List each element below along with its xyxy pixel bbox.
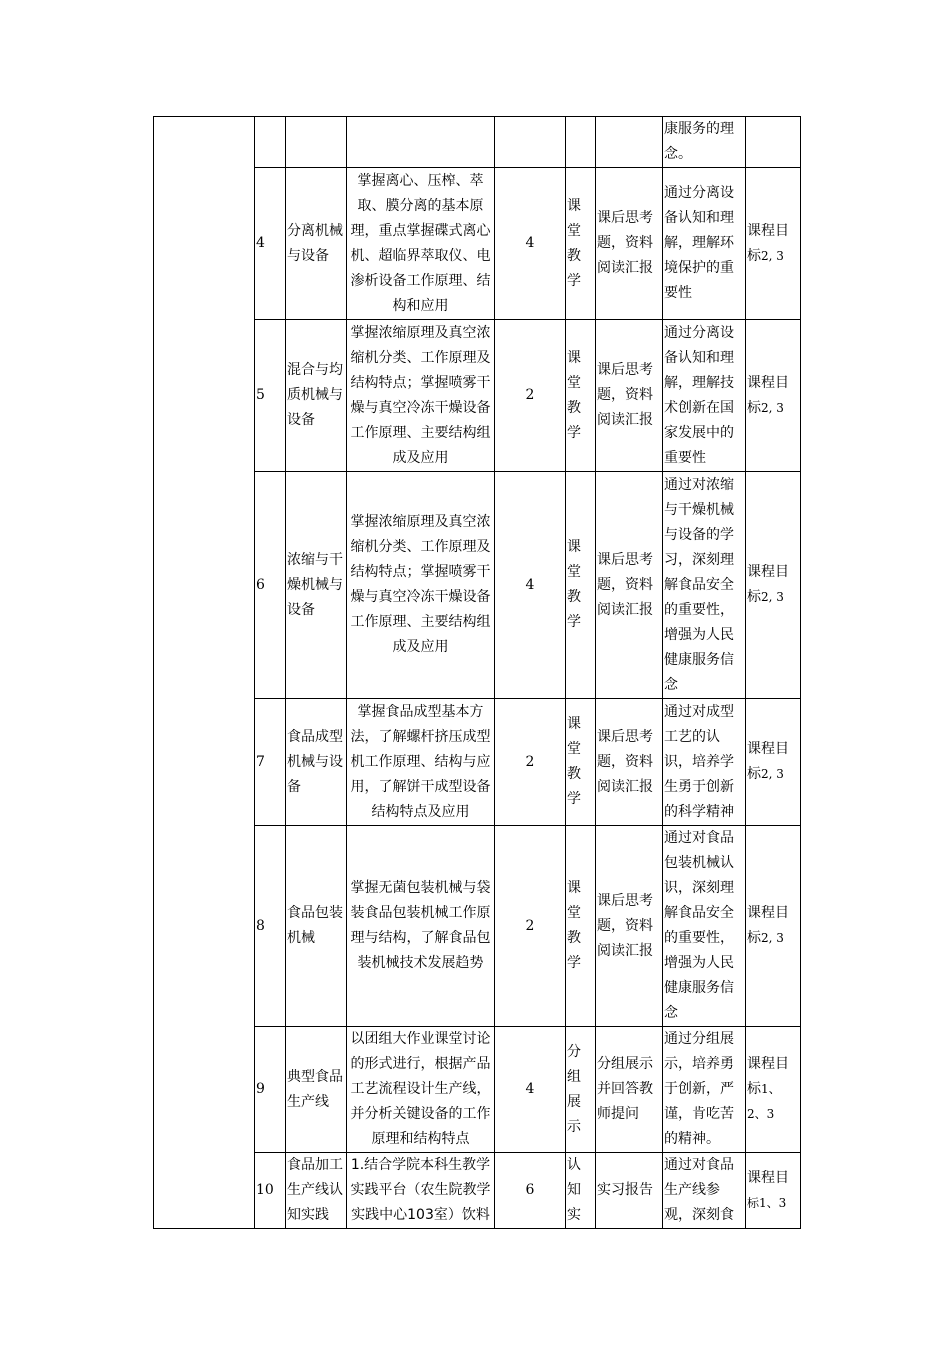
course-goal [746, 826, 801, 1027]
table-row-continuation [154, 117, 801, 168]
chapter-title: 分离机械与设备 [286, 168, 347, 320]
teaching-content: 掌握浓缩原理及真空浓缩机分类、工作原理及结构特点；掌握喷雾干燥与真空冷冻干燥设备工作原理、主要结构组成及应用 [347, 472, 495, 699]
chapter-title: 浓缩与干燥机械与设备 [286, 472, 347, 699]
goal-numbers: 标1、3 [747, 1195, 787, 1210]
chapter-title: 食品加工生产线认知实践 [286, 1153, 347, 1229]
teaching-form: 课堂教学 [566, 472, 596, 699]
goal-numbers: 2, 3 [761, 400, 784, 415]
assessment-method: 分组展示并回答教师提问 [596, 1027, 663, 1153]
teaching-form: 课堂教学 [566, 826, 596, 1027]
teaching-content: 掌握浓缩原理及真空浓缩机分类、工作原理及结构特点；掌握喷雾干燥与真空冷冻干燥设备工作原理、主要结构组成及应用 [347, 320, 495, 472]
class-hours: 2 [495, 699, 566, 826]
assessment-method: 实习报告 [596, 1153, 663, 1229]
teaching-form: 分组展示 [566, 1027, 596, 1153]
class-hours: 4 [495, 472, 566, 699]
goal-cell-empty [746, 117, 801, 168]
course-goal [746, 472, 801, 699]
goal-label: 课程目标 [747, 374, 789, 416]
row-number: 4 [255, 168, 286, 320]
goal-numbers: 2, 3 [761, 248, 784, 263]
ideology-element: 通过对食品生产线参观，深刻食 [663, 1153, 746, 1229]
teaching-content: 掌握食品成型基本方法，了解螺杆挤压成型机工作原理、结构与应用，了解饼干成型设备结构特点及应用 [347, 699, 495, 826]
goal-label: 课程目标 [747, 1056, 789, 1097]
class-hours: 6 [495, 1153, 566, 1229]
assessment-method: 课后思考题，资料阅读汇报 [596, 320, 663, 472]
course-goal [746, 1153, 801, 1229]
content-cell-empty [347, 117, 495, 168]
teaching-content: 掌握无菌包装机械与袋装食品包装机械工作原理与结构，了解食品包装机械技术发展趋势 [347, 826, 495, 1027]
goal-label: 课程目标 [747, 741, 789, 782]
row-number: 10 [255, 1153, 286, 1229]
ideology-element: 通过对成型工艺的认识，培养学生勇于创新的科学精神 [663, 699, 746, 826]
chapter-title: 食品成型机械与设备 [286, 699, 347, 826]
class-hours: 4 [495, 168, 566, 320]
goal-label: 课程目标 [747, 905, 789, 946]
goal-label: 课程目标 [747, 222, 789, 264]
teaching-form: 课堂教学 [566, 320, 596, 472]
class-hours: 2 [495, 826, 566, 1027]
teaching-form: 课堂教学 [566, 699, 596, 826]
method-cell-empty [596, 117, 663, 168]
teaching-content: 1.结合学院本科生教学实践平台（农生院教学实践中心103室）饮料 [347, 1153, 495, 1229]
chapter-title: 典型食品生产线 [286, 1027, 347, 1153]
teaching-form: 课堂教学 [566, 168, 596, 320]
goal-numbers: 1、2、3 [747, 1082, 781, 1121]
goal-numbers: 2, 3 [761, 767, 784, 781]
teaching-form: 认知实 [566, 1153, 596, 1229]
chapter-title: 混合与均质机械与设备 [286, 320, 347, 472]
course-goal [746, 699, 801, 826]
row-number: 7 [255, 699, 286, 826]
assessment-method: 课后思考题，资料阅读汇报 [596, 699, 663, 826]
num-cell-empty [255, 117, 286, 168]
teaching-content: 掌握离心、压榨、萃取、膜分离的基本原理，重点掌握碟式离心机、超临界萃取仪、电渗析设备工作原理、结构和应用 [347, 168, 495, 320]
teaching-content: 以团组大作业课堂讨论的形式进行，根据产品工艺流程设计生产线，并分析关键设备的工作原理和结构特点 [347, 1027, 495, 1153]
ideology-element: 通过分离设备认知和理解，理解环境保护的重要性 [663, 168, 746, 320]
row-number: 8 [255, 826, 286, 1027]
goal-label: 课程目 [747, 1169, 789, 1186]
syllabus-table [153, 116, 801, 1229]
goal-label: 课程目标 [747, 564, 789, 605]
form-cell-empty [566, 117, 596, 168]
ideology-element: 通过对食品包装机械认识，深刻理解食品安全的重要性，增强为人民健康服务信念 [663, 826, 746, 1027]
course-goal [746, 168, 801, 320]
goal-numbers: 2, 3 [761, 931, 784, 945]
class-hours: 2 [495, 320, 566, 472]
outer-column-cell [154, 117, 255, 1229]
ideology-element: 通过对浓缩与干燥机械与设备的学习，深刻理解食品安全的重要性，增强为人民健康服务信念 [663, 472, 746, 699]
course-goal [746, 1027, 801, 1153]
row-number: 5 [255, 320, 286, 472]
row-number: 6 [255, 472, 286, 699]
chapter-title: 食品包装机械 [286, 826, 347, 1027]
ideology-cell: 康服务的理念。 [663, 117, 746, 168]
assessment-method: 课后思考题，资料阅读汇报 [596, 168, 663, 320]
goal-numbers: 2, 3 [761, 590, 784, 604]
class-hours: 4 [495, 1027, 566, 1153]
hours-cell-empty [495, 117, 566, 168]
course-goal [746, 320, 801, 472]
ideology-element: 通过分离设备认知和理解，理解技术创新在国家发展中的重要性 [663, 320, 746, 472]
assessment-method: 课后思考题，资料阅读汇报 [596, 472, 663, 699]
assessment-method: 课后思考题，资料阅读汇报 [596, 826, 663, 1027]
chapter-cell-empty [286, 117, 347, 168]
ideology-element: 通过分组展示，培养勇于创新，严谨，肯吃苦的精神。 [663, 1027, 746, 1153]
row-number: 9 [255, 1027, 286, 1153]
